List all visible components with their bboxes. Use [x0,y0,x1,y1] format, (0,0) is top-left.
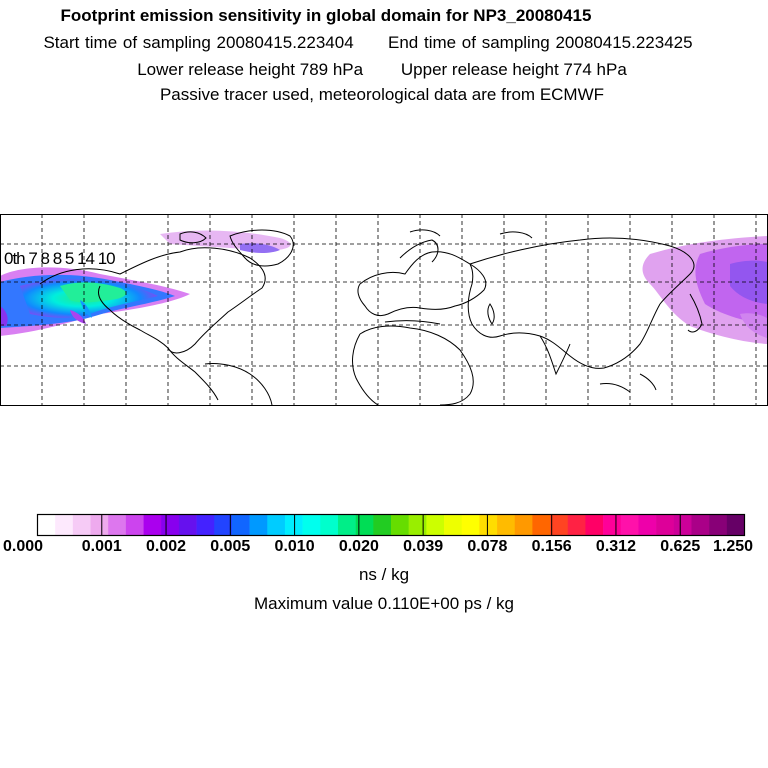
colorbar-cell [250,515,268,536]
colorbar-cell [409,515,427,536]
colorbar-cell [285,515,303,536]
colorbar-tick-label: 0.002 [146,538,187,555]
colorbar-cell [550,515,568,536]
colorbar-cell [603,515,621,536]
maximum-value-label: Maximum value 0.110E+00 ps / kg [253,594,514,613]
colorbar-tick-label: 0.312 [595,538,636,555]
colorbar-cell [727,515,745,536]
colorbar-cell [320,515,338,536]
colorbar-unit: ns / kg [358,565,410,584]
colorbar-tick-label: 0.625 [660,538,701,555]
colorbar-tick-label: 0.001 [81,538,122,555]
colorbar-cell [197,515,215,536]
colorbar-tick-label: 0.000 [2,538,44,555]
colorbar-cell [515,515,533,536]
tracer-info: Passive tracer used, meteorological data are from ECMWF [159,85,605,104]
coastlines [40,230,702,405]
colorbar-cell [373,515,391,536]
colorbar [0,510,768,538]
colorbar-cell [532,515,550,536]
colorbar-cell [638,515,656,536]
colorbar-tick-label: 0.039 [403,538,444,555]
colorbar-cell [356,515,374,536]
plot-title: Footprint emission sensitivity in global domain for NP3_20080415 [60,6,592,25]
colorbar-cell [691,515,709,536]
colorbar-tick-label: 1.250 [712,538,754,555]
lower-release-height: Lower release height 789 hPa [137,60,364,79]
colorbar-cell [338,515,356,536]
colorbar-cell [108,515,126,536]
colorbar-cell [73,515,91,536]
colorbar-cell [621,515,639,536]
colorbar-tick-label: 0.078 [467,538,508,555]
colorbar-cell [656,515,674,536]
colorbar-cell [497,515,515,536]
upper-release-height: Upper release height 774 hPa [400,60,627,79]
colorbar-cell [303,515,321,536]
sampling-times [0,33,752,53]
colorbar-cell [55,515,73,536]
colorbar-tick-label: 0.010 [274,538,315,555]
colorbar-cell [479,515,497,536]
footprint-plume-east [643,236,768,344]
colorbar-cell [674,515,692,536]
colorbar-cell [267,515,285,536]
colorbar-cell [126,515,144,536]
colorbar-cell [426,515,444,536]
colorbar-cell [38,515,56,536]
colorbar-cell [444,515,462,536]
colorbar-tick-label: 0.020 [338,538,379,555]
colorbar-tick-label: 0.005 [210,538,251,555]
colorbar-cell [161,515,179,536]
colorbar-cell [709,515,727,536]
map-overlay-labels: 0th 7 8 8 5 14 10 [4,249,115,268]
colorbar-cell [568,515,586,536]
footprint-plume-west [0,267,190,336]
colorbar-cell [179,515,197,536]
colorbar-cell [232,515,250,536]
colorbar-tick-label: 0.156 [531,538,572,555]
start-time-label: Start time of sampling 20080415.223404 [43,33,354,52]
colorbar-cell [391,515,409,536]
colorbar-cell [91,515,109,536]
end-time-label: End time of sampling 20080415.223425 [388,33,693,52]
colorbar-cell [585,515,603,536]
release-heights [0,60,766,80]
colorbar-cell [462,515,480,536]
colorbar-cell [214,515,232,536]
world-map [0,214,768,406]
colorbar-cells [38,515,745,536]
colorbar-cell [144,515,162,536]
